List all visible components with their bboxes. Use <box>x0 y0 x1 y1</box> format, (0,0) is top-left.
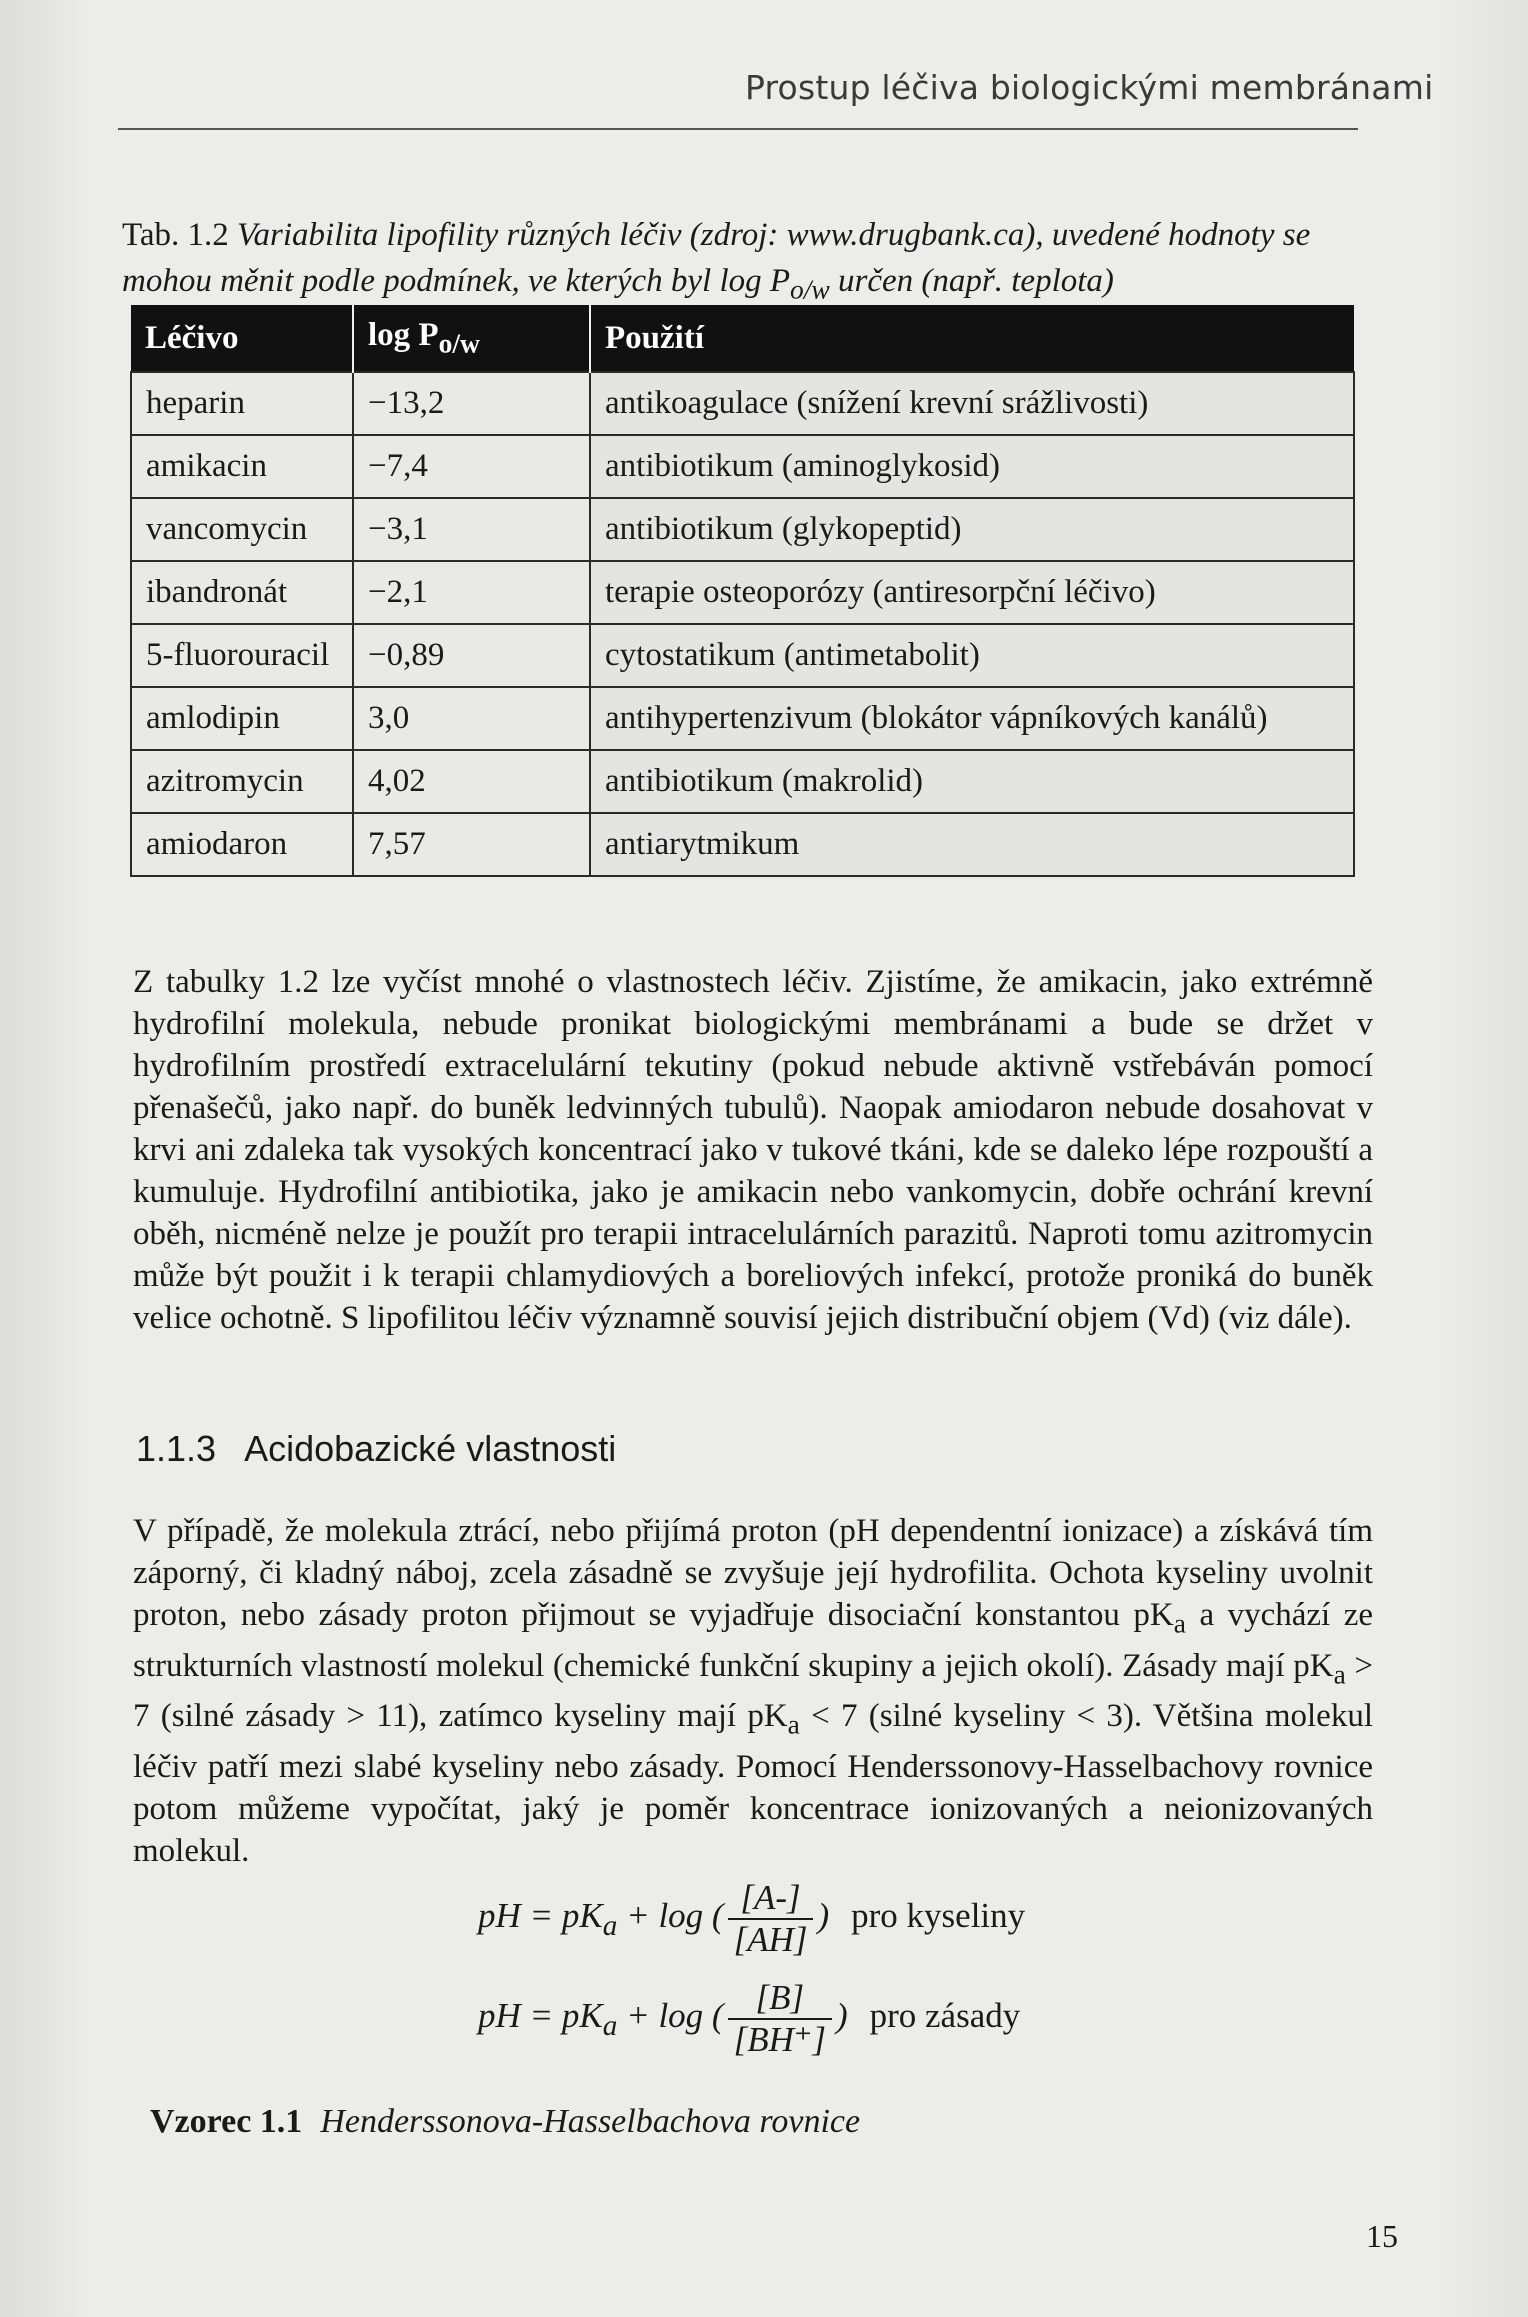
cell-drug: azitromycin <box>131 750 353 813</box>
formula-caption <box>150 2103 860 2141</box>
header-rule <box>118 128 1358 130</box>
header-use: Použití <box>590 305 1354 372</box>
cell-drug: heparin <box>131 372 353 435</box>
cell-use: cytostatikum (antimetabolit) <box>590 624 1354 687</box>
table-row <box>131 687 1354 750</box>
table-caption-text: Variabilita lipofility různých léčiv (zdroj: www.drugbank.ca), uvedené hodnoty se mohou měnit podle podmínek, ve kterých byl $\log P_{o/w}$ určen (např. teplota) <box>122 217 1311 305</box>
lipophilicity-table <box>130 305 1355 877</box>
cell-use: antikoagulace (snížení krevní srážlivosti) <box>590 372 1354 435</box>
cell-use: antibiotikum (aminoglykosid) <box>590 435 1354 498</box>
section-number: 1.1.3 <box>136 1428 217 1469</box>
table-header-row <box>131 305 1354 372</box>
cell-logp: 3,0 <box>353 687 590 750</box>
section-heading <box>136 1428 616 1470</box>
cell-logp: −7,4 <box>353 435 590 498</box>
cell-use: antihypertenzivum (blokátor vápníkových kanálů) <box>590 687 1354 750</box>
table-row <box>131 372 1354 435</box>
cell-drug: amikacin <box>131 435 353 498</box>
cell-drug: 5-fluorouracil <box>131 624 353 687</box>
cell-use: antiarytmikum <box>590 813 1354 876</box>
cell-use: antibiotikum (glykopeptid) <box>590 498 1354 561</box>
cell-use: terapie osteoporózy (antiresorpční léčivo) <box>590 561 1354 624</box>
cell-drug: amlodipin <box>131 687 353 750</box>
table-row <box>131 498 1354 561</box>
running-header: Prostup léčiva biologickými membránami <box>745 68 1434 107</box>
cell-logp: 7,57 <box>353 813 590 876</box>
page-number: 15 <box>1366 2218 1398 2254</box>
formula-label: pro kyseliny <box>851 1896 1026 1936</box>
fraction: $\frac{[B]}{[BH^+]}$ <box>728 1978 832 2060</box>
cell-drug: vancomycin <box>131 498 353 561</box>
formula-caption-label: Vzorec 1.1 <box>150 2103 303 2140</box>
cell-logp: 4,02 <box>353 750 590 813</box>
table-row <box>131 435 1354 498</box>
fraction: $\frac{[A-]}{[AH]}$ <box>728 1878 814 1960</box>
cell-logp: −13,2 <box>353 372 590 435</box>
header-drug: Léčivo <box>131 305 353 372</box>
cell-drug: ibandronát <box>131 561 353 624</box>
header-logp: $\log P_{o/w}$ <box>353 305 590 372</box>
section-title: Acidobazické vlastnosti <box>244 1428 617 1469</box>
table-row <box>131 561 1354 624</box>
paragraph-acid-base: V případě, že molekula ztrácí, nebo přijímá proton (pH dependentní ionizace) a získává tím záporný, či kladný náboj, zcela zásadně se zvyšuje její hydrofilita. Ochota kyseliny uvolnit proton, nebo zásady proton přijmout se vyjadřuje disociační konstantou $pK_a$ a vychází ze strukturních vlastností molekul (chemické funkční skupiny a jejich okolí). Zásady mají $pK_a > 7$ (silné zásady > 11), zatímco kyseliny mají $pK_a < 7$ (silné kyseliny < 3). Většina molekul léčiv patří mezi slabé kyseliny nebo zásady. Pomocí Henderssonovy-Hasselbachovy rovnice potom můžeme vypočítat, jaký je poměr koncentrace ionizovaných a neionizovaných molekul. <box>133 1513 1374 1869</box>
cell-logp: −2,1 <box>353 561 590 624</box>
table-row <box>131 624 1354 687</box>
formula-bases: pH = $pK_a + \log$ ( $\frac{[B]}{[BH^+]}$ ) pro zásady <box>478 1978 1021 2059</box>
paragraph-lipophilicity: Z tabulky 1.2 lze vyčíst mnohé o vlastnostech léčiv. Zjistíme, že amikacin, jako extrémně hydrofilní molekula, nebude pronikat biologickými membránami a bude se držet v hydrofilním prostředí extracelulární tekutiny (pokud nebude aktivně vstřebáván pomocí přenašečů, jako např. do buněk ledvinných tubulů). Naopak amiodaron nebude dosahovat v krvi ani zdaleka tak vysokých koncentrací jako v tukové tkáni, kde se daleko lépe rozpouští a kumuluje. Hydrofilní antibiotika, jako je amikacin nebo vankomycin, dobře ochrání krevní oběh, nicméně nelze je použít pro terapii intracelulárních parazitů. Naproti tomu azitromycin může být použit i k terapii chlamydiových a boreliových infekcí, protože proniká do buněk velice ochotně. S lipofilitou léčiv významně souvisí jejich distribuční objem (Vd) (viz dále). <box>133 964 1373 1336</box>
cell-use: antibiotikum (makrolid) <box>590 750 1354 813</box>
cell-logp: −3,1 <box>353 498 590 561</box>
cell-drug: amiodaron <box>131 813 353 876</box>
formula-label: pro zásady <box>869 1996 1021 2036</box>
table-label: Tab. 1.2 <box>122 217 229 253</box>
table-row <box>131 750 1354 813</box>
formula-acids: pH = $pK_a + \log$ ( $\frac{[A-]}{[AH]}$ ) pro kyseliny <box>478 1878 1026 1959</box>
table-caption <box>122 212 1372 313</box>
formula-caption-text: Henderssonova-Hasselbachova rovnice <box>320 2103 861 2140</box>
table-row <box>131 813 1354 876</box>
cell-logp: −0,89 <box>353 624 590 687</box>
